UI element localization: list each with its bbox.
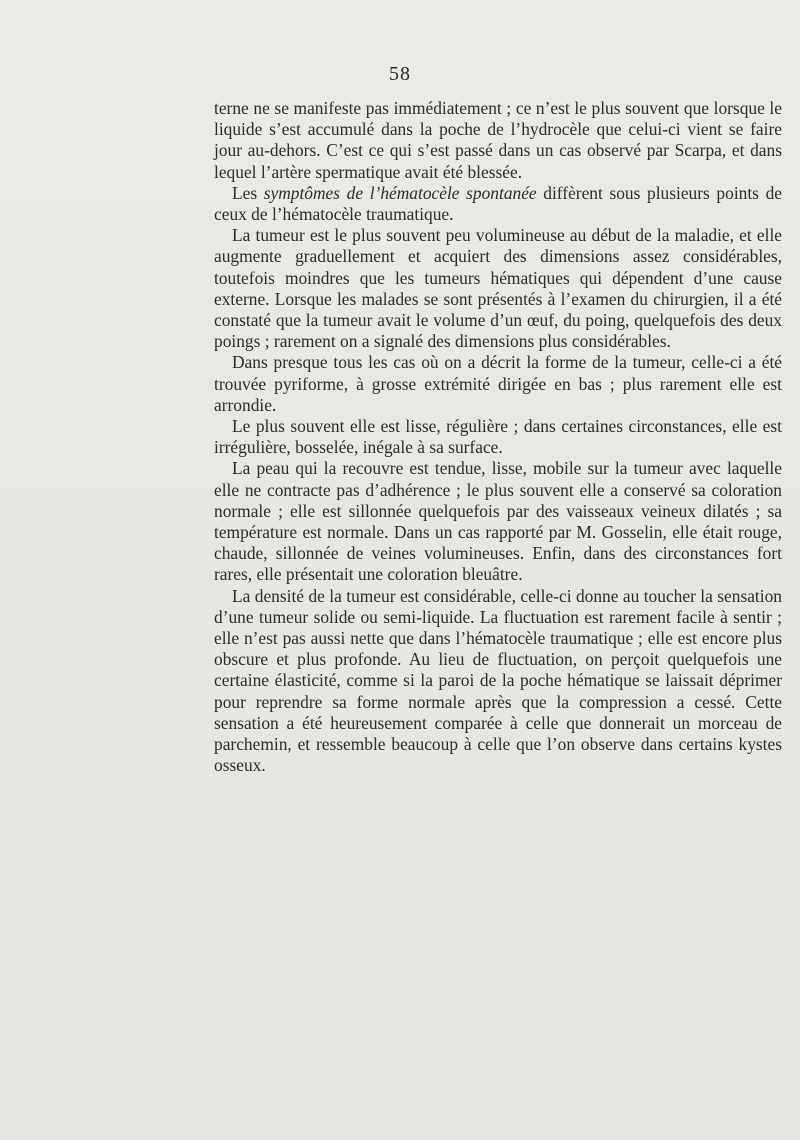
paragraph-2 (214, 183, 782, 225)
paragraph-7: La densité de la tumeur est considérable, celle-ci donne au toucher la sensation d’une tumeur solide ou semi-liquide. La fluctuation est rarement facile à sentir ; elle n’est pas aussi nette que dans l’hématocèle traumatique ; elle est encore plus obscure et plus profonde. Au lieu de fluctuation, on perçoit quelquefois une certaine élasticité, comme si la paroi de la poche hématique se laissait déprimer pour reprendre sa forme normale après que la compression a cessé. Cette sensation a été heureusement comparée à celle que donnerait un morceau de parchemin, et ressemble beaucoup à celle que l’on observe dans certains kystes osseux. (214, 585, 782, 776)
paragraph-2-lead: Les (232, 182, 264, 203)
paragraph-4: Dans presque tous les cas où on a décrit la forme de la tumeur, celle-ci a été trouvée pyriforme, à grosse extrémité dirigée en bas ; plus rarement elle est arrondie. (214, 352, 782, 415)
paragraph-1: terne ne se manifeste pas immédiatement ; ce n’est le plus souvent que lorsque le liquide s’est accumulé dans la poche de l’hydrocèle que celui-ci vient se faire jour au-dehors. C’est ce qui s’est passé dans un cas observé par Scarpa, et dans lequel l’artère spermatique avait été blessée. (214, 98, 782, 182)
page-number: 58 (389, 63, 411, 85)
paragraph-2-rest: diffèrent sous plusieurs points de ceux de l’hématocèle traumatique. (214, 182, 782, 225)
body-text (214, 98, 782, 777)
paragraph-2-emphasis: symptômes de l’hématocèle spontanée (263, 182, 537, 203)
paragraph-3: La tumeur est le plus souvent peu volumineuse au début de la maladie, et elle augmente graduellement et acquiert des dimensions assez considérables, toutefois moindres que les tumeurs hématiques qui dépendent d’une cause externe. Lorsque les malades se sont présentés à l’examen du chirurgien, il a été constaté que la tumeur avait le volume d’un œuf, du poing, quelquefois des deux poings ; rarement on a signalé des dimensions plus considérables. (214, 225, 782, 352)
paragraph-5: Le plus souvent elle est lisse, régulière ; dans certaines circonstances, elle est irrégulière, bosselée, inégale à sa surface. (214, 416, 782, 458)
paragraph-6: La peau qui la recouvre est tendue, lisse, mobile sur la tumeur avec laquelle elle ne contracte pas d’adhérence ; le plus souvent elle a conservé sa coloration normale ; elle est sillonnée quelquefois par des vaisseaux veineux dilatés ; sa température est normale. Dans un cas rapporté par M. Gosselin, elle était rouge, chaude, sillonnée de veines volumineuses. Enfin, dans des circonstances fort rares, elle présentait une coloration bleuâtre. (214, 458, 782, 585)
